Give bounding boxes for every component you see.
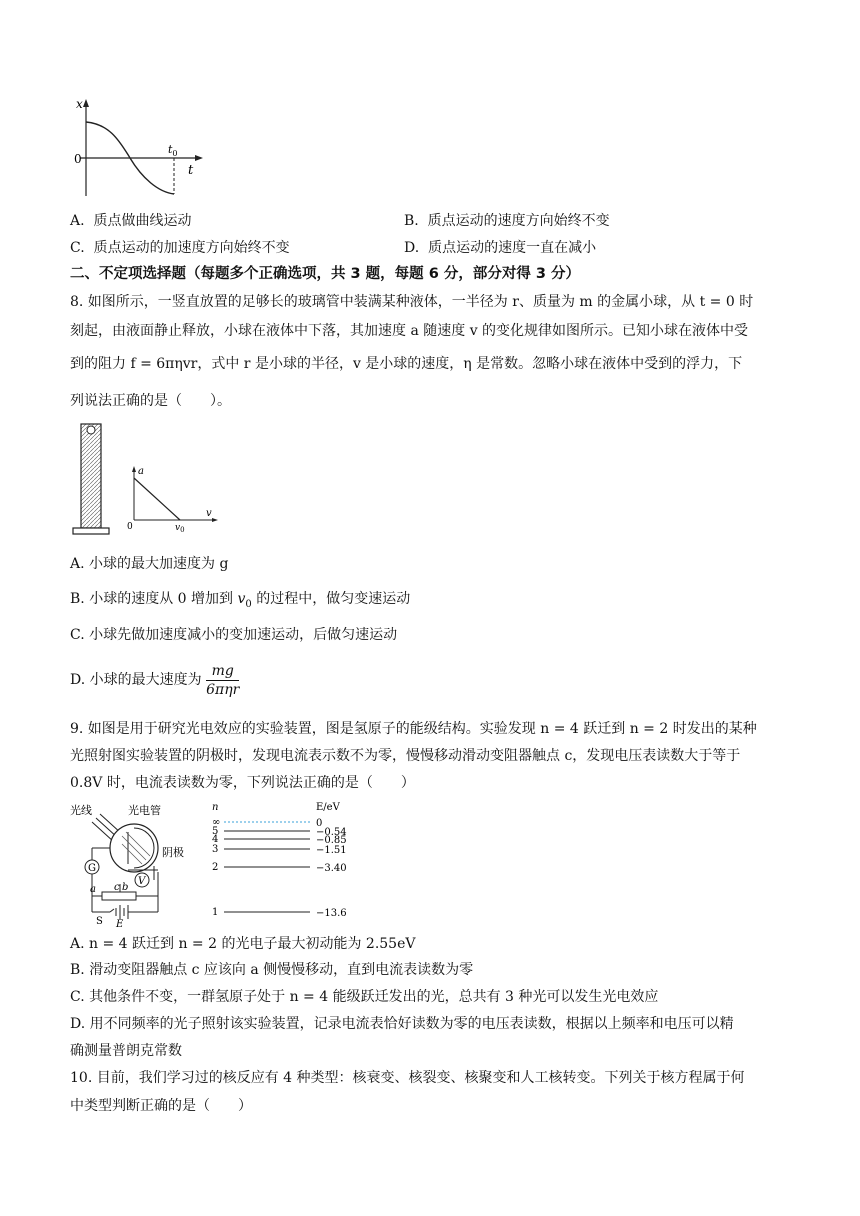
energy-header: E/eV [316, 802, 340, 813]
q9-energy-level-diagram [208, 800, 368, 922]
energy-level-value: −3.40 [316, 863, 347, 874]
q7-t0-label: $t_0$ [168, 143, 178, 158]
q8-option-d: D. 小球的最大速度为 $\frac{mg}{\text{6πηr}}$ [70, 662, 240, 698]
q8-y-axis-label: a [138, 466, 144, 477]
n-header: n [212, 802, 219, 813]
terminal-a-label: a [90, 884, 96, 895]
q9-option-b: B. 滑动变阻器触点 c 应该向 a 侧慢慢移动，直到电流表读数为零 [70, 962, 474, 978]
q8-v0-label: $v_0$ [175, 523, 185, 534]
energy-level-value: −0.54 [316, 827, 347, 838]
energy-level-n: ∞ [212, 817, 221, 828]
q8-origin-label: 0 [127, 522, 133, 532]
energy-level-value: −13.6 [316, 908, 347, 919]
q8-max-speed-fraction: $\frac{mg}{\text{6πηr}}$ [206, 662, 240, 698]
q7-option-d: D. 质点运动的速度一直在减小 [404, 240, 597, 256]
q7-option-c: C. 质点运动的加速度方向始终不变 [70, 240, 290, 256]
q10-line-1: 10. 目前，我们学习过的核反应有 4 种类型：核衰变、核裂变、核聚变和人工核转变。下列关于核方程属于何 [70, 1070, 745, 1086]
q9-photoelectric-circuit [66, 800, 198, 928]
energy-level-n: 5 [212, 826, 219, 837]
energy-level-n: 2 [212, 862, 219, 873]
q8-line-4: 列说法正确的是（ ）。 [70, 393, 231, 409]
voltmeter-label: V [138, 876, 146, 887]
q8-option-c: C. 小球先做加速度减小的变加速运动，后做匀速运动 [70, 627, 398, 643]
q8-line-2: 刻起，由液面静止释放，小球在液体中下落，其加速度 a 随速度 v 的变化规律如图所示。已知小球在液体中受 [70, 323, 749, 339]
energy-level-n: 1 [212, 907, 219, 918]
q7-y-axis-label: x [76, 97, 83, 111]
q9-line-2: 光照射图实验装置的阴极时，发现电流表示数不为零，慢慢移动滑动变阻器触点 c，发现电压表读数大于等于 [70, 748, 741, 764]
cathode-label: 阴极 [162, 846, 184, 859]
q7-xt-graph [68, 96, 208, 208]
terminal-b-label: b [122, 882, 129, 893]
q8-option-b: B. 小球的速度从 0 增加到 $v_0$ 的过程中，做匀变速运动 [70, 591, 411, 610]
q7-option-a: A. 质点做曲线运动 [70, 213, 192, 229]
phototube-label: 光电管 [128, 804, 161, 817]
q8-line-1: 8. 如图所示，一竖直放置的足够长的玻璃管中装满某种液体，一半径为 r、质量为 m 的金属小球，从 t = 0 时 [70, 294, 754, 310]
q8-x-axis-label: v [206, 508, 212, 519]
energy-level-value: 0 [316, 818, 323, 829]
q10-line-2: 中类型判断正确的是（ ） [70, 1098, 252, 1114]
q9-line-1: 9. 如图是用于研究光电效应的实验装置，图是氢原子的能级结构。实验发现 n = 4 跃迁到 n = 2 时发出的某种 [70, 721, 757, 737]
energy-level-n: 4 [212, 834, 219, 845]
contact-c-label: c [114, 882, 120, 893]
energy-level-value: −1.51 [316, 845, 347, 856]
q7-option-b: B. 质点运动的速度方向始终不变 [404, 213, 610, 229]
q9-option-d-line-2: 确测量普朗克常数 [70, 1043, 182, 1059]
energy-level-value: −0.85 [316, 835, 347, 846]
q8-av-graph [122, 464, 222, 534]
q9-option-c: C. 其他条件不变，一群氢原子处于 n = 4 能级跃迁发出的光，总共有 3 种光可以发生光电效应 [70, 989, 659, 1005]
battery-label: E [116, 919, 124, 928]
q8-option-a: A. 小球的最大加速度为 g [70, 556, 229, 572]
light-label: 光线 [70, 804, 92, 817]
q9-option-a: A. n = 4 跃迁到 n = 2 的光电子最大初动能为 2.55eV [70, 936, 416, 952]
q8-line-3: 到的阻力 f = 6πηvr，式中 r 是小球的半径，v 是小球的速度，η 是常数。忽略小球在液体中受到的浮力，下 [70, 356, 743, 372]
q9-line-3: 0.8V 时，电流表读数为零，下列说法正确的是（ ） [70, 775, 415, 791]
switch-label: S [96, 916, 103, 927]
galvanometer-label: G [88, 863, 96, 874]
energy-level-n: 3 [212, 844, 219, 855]
section-heading: 二、不定项选择题（每题多个正确选项，共 3 题，每题 6 分，部分对得 3 分） [70, 266, 581, 282]
q9-option-d-line-1: D. 用不同频率的光子照射该实验装置，记录电流表恰好读数为零的电压表读数，根据以上频率和电压可以精 [70, 1016, 734, 1032]
q8-glass-tube-figure [70, 420, 122, 540]
q7-x-axis-label: t [188, 163, 194, 178]
q7-origin-label: 0 [74, 152, 82, 166]
